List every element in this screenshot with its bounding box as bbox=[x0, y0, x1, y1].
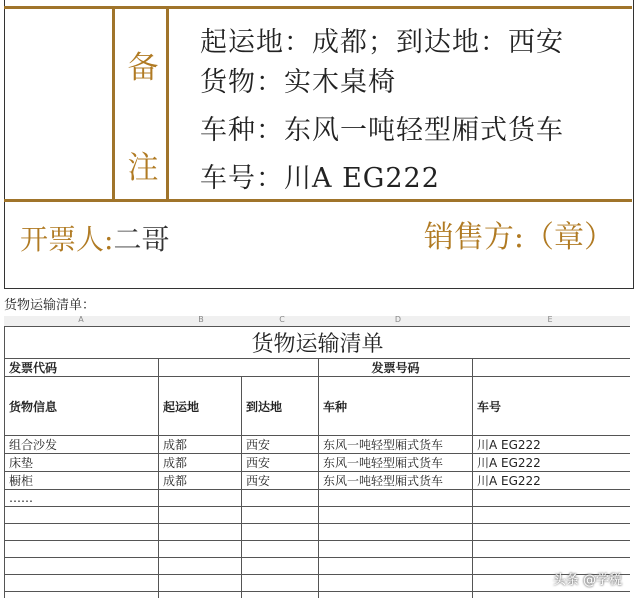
empty-cell[interactable] bbox=[473, 541, 631, 558]
empty-cell[interactable] bbox=[319, 541, 473, 558]
empty-cell[interactable] bbox=[159, 592, 242, 598]
table-row-empty bbox=[5, 575, 631, 592]
invoice-code-label[interactable]: 发票代码 bbox=[5, 359, 159, 377]
empty-cell[interactable] bbox=[159, 575, 242, 592]
table-row bbox=[5, 436, 631, 454]
empty-cell[interactable] bbox=[159, 507, 242, 524]
table-row bbox=[5, 490, 631, 507]
remark-goods: 货物：实木桌椅 bbox=[200, 67, 396, 98]
header-plate-number[interactable]: 车号 bbox=[473, 377, 631, 436]
invoice-number-label[interactable]: 发票号码 bbox=[319, 359, 473, 377]
empty-cell[interactable] bbox=[159, 524, 242, 541]
remark-route: 起运地：成都；到达地：西安 bbox=[200, 27, 564, 58]
cell-goods[interactable]: 床垫 bbox=[5, 454, 159, 472]
caption: 货物运输清单： bbox=[4, 298, 96, 313]
seller-stamp-label: 销售方:（章） bbox=[423, 220, 614, 255]
empty-cell[interactable] bbox=[242, 575, 319, 592]
empty-cell[interactable] bbox=[473, 592, 631, 598]
issuer bbox=[20, 218, 169, 258]
cell-destination[interactable] bbox=[242, 490, 319, 507]
empty-cell[interactable] bbox=[242, 524, 319, 541]
cell-origin[interactable]: 成都 bbox=[159, 436, 242, 454]
column-letter-c: C bbox=[279, 316, 285, 324]
table-row-empty bbox=[5, 592, 631, 598]
empty-cell[interactable] bbox=[473, 524, 631, 541]
remark-left-rule bbox=[112, 8, 115, 200]
cell-destination[interactable]: 西安 bbox=[242, 472, 319, 490]
empty-cell[interactable] bbox=[242, 592, 319, 598]
empty-cell[interactable] bbox=[5, 507, 159, 524]
empty-cell[interactable] bbox=[319, 507, 473, 524]
invoice-code-row bbox=[5, 359, 631, 377]
cell-origin[interactable] bbox=[159, 490, 242, 507]
cell-destination[interactable]: 西安 bbox=[242, 436, 319, 454]
invoice-number-value[interactable] bbox=[473, 359, 631, 377]
empty-cell[interactable] bbox=[319, 524, 473, 541]
table-row-empty bbox=[5, 507, 631, 524]
table-row-empty bbox=[5, 558, 631, 575]
cell-vehicle-type[interactable] bbox=[319, 490, 473, 507]
empty-cell[interactable] bbox=[319, 558, 473, 575]
cargo-table bbox=[4, 326, 630, 598]
empty-cell[interactable] bbox=[5, 575, 159, 592]
remark-vehicle-type: 车种：东风一吨轻型厢式货车 bbox=[200, 115, 564, 146]
cell-origin[interactable]: 成都 bbox=[159, 472, 242, 490]
cargo-list-spreadsheet bbox=[4, 316, 630, 598]
table-row bbox=[5, 454, 631, 472]
cell-plate-number[interactable]: 川A EG222 bbox=[473, 454, 631, 472]
empty-cell[interactable] bbox=[5, 541, 159, 558]
table-row bbox=[5, 472, 631, 490]
empty-cell[interactable] bbox=[159, 541, 242, 558]
column-letter-a: A bbox=[78, 316, 84, 324]
cell-plate-number[interactable]: 川A EG222 bbox=[473, 472, 631, 490]
cell-vehicle-type[interactable]: 东风一吨轻型厢式货车 bbox=[319, 436, 473, 454]
empty-cell[interactable] bbox=[5, 592, 159, 598]
cell-vehicle-type[interactable]: 东风一吨轻型厢式货车 bbox=[319, 454, 473, 472]
column-letter-b: B bbox=[198, 316, 204, 324]
remark-label-char-2: 注 bbox=[127, 150, 159, 186]
cell-goods[interactable]: 组合沙发 bbox=[5, 436, 159, 454]
watermark: 头条 @学税 bbox=[552, 573, 622, 588]
column-letter-d: D bbox=[394, 316, 402, 324]
cell-goods[interactable]: 橱柜 bbox=[5, 472, 159, 490]
cell-vehicle-type[interactable]: 东风一吨轻型厢式货车 bbox=[319, 472, 473, 490]
header-origin[interactable]: 起运地 bbox=[159, 377, 242, 436]
table-title[interactable]: 货物运输清单 bbox=[5, 327, 631, 359]
invoice-remark-section bbox=[0, 0, 640, 290]
cell-plate-number[interactable]: 川A EG222 bbox=[473, 436, 631, 454]
table-header-row bbox=[5, 377, 631, 436]
table-title-row bbox=[5, 327, 631, 359]
empty-cell[interactable] bbox=[5, 558, 159, 575]
empty-cell[interactable] bbox=[242, 541, 319, 558]
empty-cell[interactable] bbox=[319, 592, 473, 598]
header-vehicle-type[interactable]: 车种 bbox=[319, 377, 473, 436]
header-goods-info[interactable]: 货物信息 bbox=[5, 377, 159, 436]
issuer-value: 二哥 bbox=[113, 223, 170, 256]
empty-cell[interactable] bbox=[242, 558, 319, 575]
top-rule bbox=[4, 6, 632, 9]
cell-origin[interactable]: 成都 bbox=[159, 454, 242, 472]
column-letter-e: E bbox=[547, 316, 553, 324]
empty-cell[interactable] bbox=[242, 507, 319, 524]
empty-cell[interactable] bbox=[5, 524, 159, 541]
table-row-empty bbox=[5, 541, 631, 558]
invoice-code-value[interactable] bbox=[159, 359, 319, 377]
table-row-empty bbox=[5, 524, 631, 541]
empty-cell[interactable] bbox=[159, 558, 242, 575]
empty-cell[interactable] bbox=[319, 575, 473, 592]
cell-goods[interactable]: …… bbox=[5, 490, 159, 507]
remark-label-char-1: 备 bbox=[127, 50, 159, 86]
cell-destination[interactable]: 西安 bbox=[242, 454, 319, 472]
issuer-label: 开票人: bbox=[20, 223, 114, 256]
remark-plate-number: 车号：川A EG222 bbox=[200, 163, 440, 194]
empty-cell[interactable] bbox=[473, 507, 631, 524]
section-divider-rule bbox=[4, 199, 632, 202]
header-destination[interactable]: 到达地 bbox=[242, 377, 319, 436]
cell-plate-number[interactable] bbox=[473, 490, 631, 507]
